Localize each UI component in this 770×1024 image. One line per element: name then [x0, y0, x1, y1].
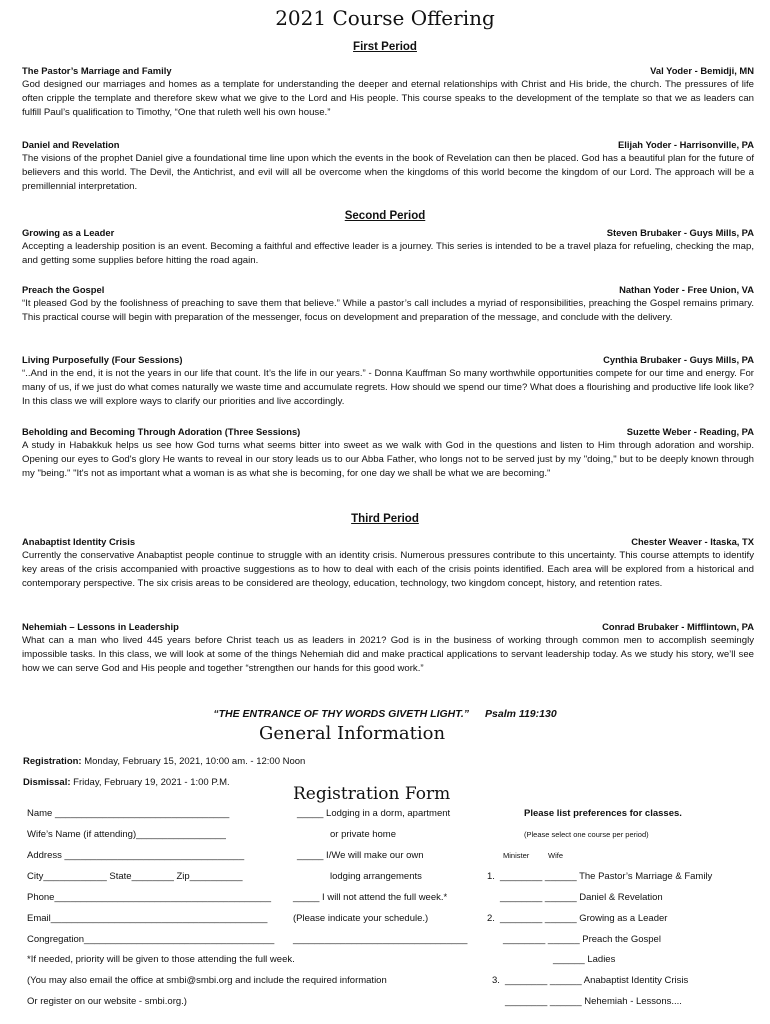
period-heading-third: Third Period [351, 513, 419, 525]
registration-value: Monday, February 15, 2021, 10:00 am. - 12:00 Noon [81, 756, 306, 767]
course-description: What can a man who lived 445 years before Christ teach us as leaders in 2021? God is in the business of working through common men to accomplish seemingly impossible tasks. In this class, we will look at some of the things Nehemiah did and make practical applications to servant leadership today. As we study his story, we’ll see how we can serve God and His people and together “strengthen our hands for this good work.” [22, 635, 754, 675]
course-description: God designed our marriages and homes as a template for understanding the deeper and eternal relationships with Christ and His bride, the church. The pressures of life often cripple the template and therefore skew what we give to the Lord and His people. This course speaks to the development of the template so that we as leaders can fulfill Paul’s qualification to Timothy, “One that ruleth well his own house.” [22, 79, 754, 119]
course-name: Anabaptist Identity Crisis [22, 536, 136, 547]
course-block [22, 621, 754, 677]
course-description: Currently the conservative Anabaptist people continue to struggle with an identity crisis. Numerous pressures contribute to this uncertainty. This course attempts to identify key areas of the crisis accompanied with proactive suggestions as to how to deal with each of the crisis points identified. Each area will be explored from a historical and contemporary perspective. The six crisis areas to be considered are theology, education, technology, two kingdom concept, history, and retention rates. [22, 550, 754, 590]
preferences-subheading: (Please select one course per period) [524, 830, 649, 839]
quote-reference: Psalm 119:130 [485, 708, 557, 720]
pref-blanks[interactable]: ______ [553, 954, 585, 965]
schedule-note: (Please indicate your schedule.) [293, 913, 429, 924]
course-block [22, 65, 754, 121]
pref-number: 3. [492, 975, 500, 986]
course-teacher: Chester Weaver - Itaska, TX [631, 536, 754, 547]
dismissal-label: Dismissal: [23, 777, 71, 788]
schedule-field[interactable]: _________________________________ [293, 934, 468, 945]
pref-label: Preach the Gospel [582, 934, 661, 945]
preferences-heading: Please list preferences for classes. [524, 808, 682, 819]
partial-week-option[interactable]: _____ I will not attend the full week.* [293, 892, 448, 903]
course-name: The Pastor’s Marriage and Family [22, 65, 172, 76]
course-block [22, 227, 754, 268]
email-note: (You may also email the office at smbi@smbi.org and include the required information [27, 975, 387, 986]
registration-label: Registration: [23, 756, 82, 767]
pref-row[interactable] [505, 996, 682, 1007]
pref-number: 2. [487, 913, 495, 924]
lodging-own-option[interactable]: _____ I/We will make our own [297, 850, 424, 861]
pref-label: Daniel & Revelation [579, 892, 663, 903]
pref-number: 1. [487, 871, 495, 882]
lodging-dorm-option[interactable]: _____ Lodging in a dorm, apartment [297, 808, 451, 819]
period-heading-first: First Period [353, 41, 417, 53]
pref-blanks[interactable]: ________ ______ [505, 975, 582, 986]
pref-label: Nehemiah - Lessons.... [584, 996, 682, 1007]
dismissal-value: Friday, February 19, 2021 - 1:00 P.M. [70, 777, 230, 788]
course-teacher: Nathan Yoder - Free Union, VA [619, 284, 754, 295]
course-description: “..And in the end, it is not the years in our life that count. It’s the life in our years.” - Donna Kauffman So many worthwhile opportunities compete for our time and energy. For many of us, if we just do what comes naturally we waste time and accumulate regrets. How should we spend our time? What does a flourishing and productive life look like? In this class we will explore ways to clarify our priorities and live accordingly. [22, 368, 754, 408]
pref-blanks[interactable]: ________ ______ [500, 871, 577, 882]
phone-field[interactable]: Phone_________________________________________ [27, 892, 272, 903]
course-name: Beholding and Becoming Through Adoration (Three Sessions) [22, 426, 301, 437]
course-block [22, 354, 754, 410]
pref-blanks[interactable]: ________ ______ [505, 996, 582, 1007]
pref-label: The Pastor’s Marriage & Family [579, 871, 713, 882]
pref-row[interactable] [503, 934, 661, 945]
lodging-dorm-option-cont: or private home [330, 829, 397, 840]
course-block [22, 536, 754, 592]
pref-blanks[interactable]: ________ ______ [500, 892, 577, 903]
dismissal-line [23, 777, 230, 788]
lodging-own-option-cont: lodging arrangements [330, 871, 422, 882]
course-name: Preach the Gospel [22, 284, 105, 295]
course-description: The visions of the prophet Daniel give a foundational time line upon which the events in the book of Revelation can then be placed. God has a beautiful plan for the future of believers and this world. The Devil, the Antichrist, and evil will all be overcome when the kingdoms of this world become the kingdom of our Lord. The approach will be a premillennial interpretation. [22, 153, 754, 193]
course-name: Growing as a Leader [22, 227, 115, 238]
pref-blanks[interactable]: ________ ______ [500, 913, 577, 924]
pref-row[interactable] [487, 913, 667, 924]
minister-column-label: Minister [503, 851, 530, 860]
registration-form-heading: Registration Form [293, 784, 451, 804]
congregation-field[interactable]: Congregation____________________________________ [27, 934, 275, 945]
course-description: “It pleased God by the foolishness of preaching to save them that believe.” While a pastor’s call includes a myriad of responsibilities, preaching the Gospel remains primary. This practical course will begin with preparation of the messenger, focus on development and preparation of the message, and conclude with the delivery. [22, 298, 754, 324]
address-field[interactable]: Address __________________________________ [27, 850, 245, 861]
quote-text: “THE ENTRANCE OF THY WORDS GIVETH LIGHT.” [213, 708, 470, 720]
course-description: Accepting a leadership position is an event. Becoming a faithful and effective leader is a journey. This series is intended to be a travel plaza for refueling, checking the map, and getting some supplies before hitting the road again. [22, 241, 754, 267]
pref-row[interactable] [500, 892, 663, 903]
registration-line [23, 756, 305, 767]
course-teacher: Elijah Yoder - Harrisonville, PA [618, 139, 754, 150]
pref-label: Growing as a Leader [579, 913, 668, 924]
email-field[interactable]: Email_________________________________________ [27, 913, 268, 924]
course-name: Nehemiah – Lessons in Leadership [22, 621, 179, 632]
course-teacher: Cynthia Brubaker - Guys Mills, PA [603, 354, 754, 365]
website-note: Or register on our website - smbi.org.) [27, 996, 187, 1007]
pref-row[interactable] [487, 871, 712, 882]
general-info-heading: General Information [258, 723, 446, 744]
pref-label: Anabaptist Identity Crisis [583, 975, 689, 986]
name-field[interactable]: Name _________________________________ [27, 808, 230, 819]
priority-note: *If needed, priority will be given to those attending the full week. [27, 954, 295, 965]
scripture-quote [0, 708, 770, 720]
course-block [22, 284, 754, 325]
course-description: A study in Habakkuk helps us see how God turns what seems bitter into sweet as we walk with God in the questions and listen to Him through adoration and worship. Opening our eyes to God's glory He wants to reveal in our story leads us to our Abba Father, who longs not to be served just by my "doing," but to be deeply known through my "being." "It's not as important what a woman is as what she is becoming, for one day we shall be what we are becoming." [22, 440, 754, 480]
course-name: Living Purposefully (Four Sessions) [22, 354, 183, 365]
course-name: Daniel and Revelation [22, 139, 120, 150]
pref-row[interactable] [553, 954, 615, 965]
wife-column-label: Wife [548, 851, 563, 860]
pref-label: Ladies [587, 954, 616, 965]
course-teacher: Suzette Weber - Reading, PA [626, 426, 754, 437]
city-state-zip-field[interactable]: City____________ State________ Zip__________ [27, 871, 243, 882]
pref-blanks[interactable]: ________ ______ [503, 934, 580, 945]
course-teacher: Val Yoder - Bemidji, MN [650, 65, 754, 76]
page-title: 2021 Course Offering [275, 6, 495, 30]
wife-name-field[interactable]: Wife’s Name (if attending)_________________ [27, 829, 226, 840]
pref-row[interactable] [492, 975, 688, 986]
course-teacher: Conrad Brubaker - Mifflintown, PA [602, 621, 754, 632]
course-block [22, 426, 754, 482]
course-block [22, 139, 754, 195]
course-teacher: Steven Brubaker - Guys Mills, PA [606, 227, 754, 238]
period-heading-second: Second Period [344, 210, 426, 222]
